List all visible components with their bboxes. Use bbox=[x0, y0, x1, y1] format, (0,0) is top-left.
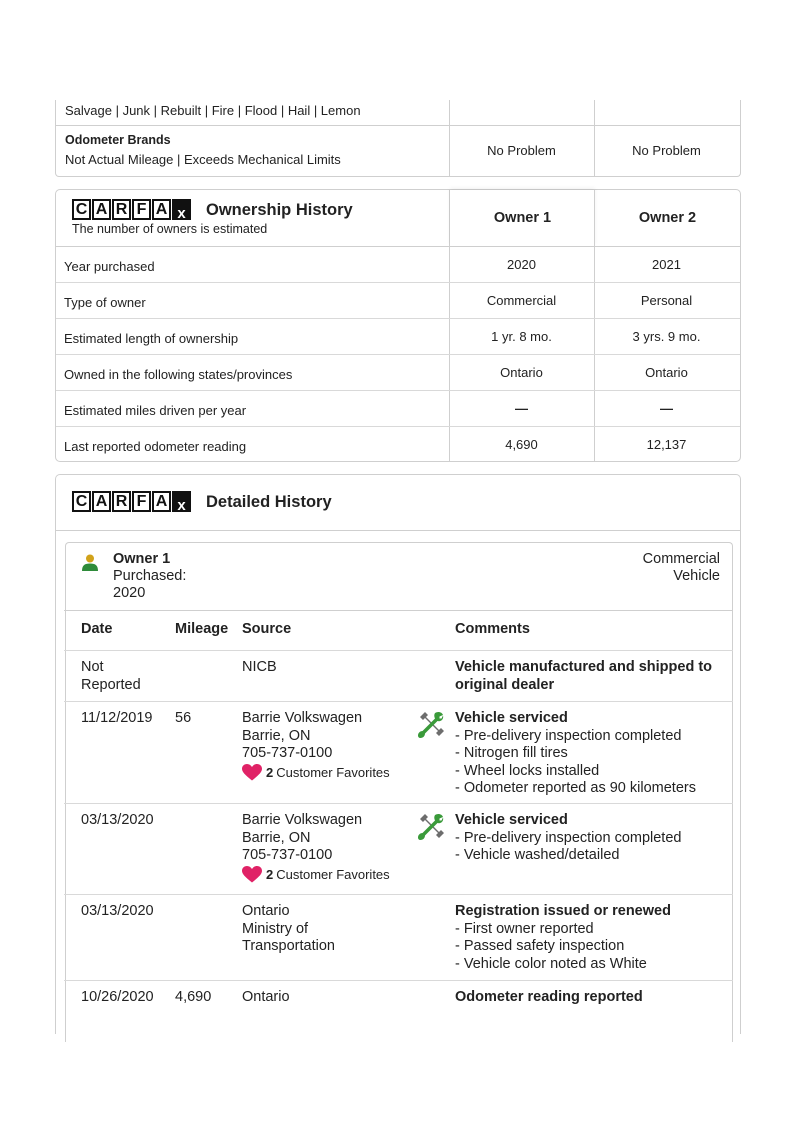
owner1-odometer-status: No Problem bbox=[487, 143, 556, 158]
source-line: Barrie Volkswagen bbox=[242, 710, 363, 726]
record-comments bbox=[455, 903, 671, 973]
ownership-row bbox=[56, 319, 740, 355]
comment-detail: - Odometer reported as 90 kilometers bbox=[455, 780, 696, 796]
comment-title: Registration issued or renewed bbox=[455, 903, 671, 919]
source-line: Transportation bbox=[242, 938, 335, 954]
heart-icon bbox=[242, 764, 262, 781]
favorites-label: Customer Favorites bbox=[276, 764, 390, 780]
owner-name-block bbox=[113, 551, 186, 602]
owner-type bbox=[643, 551, 720, 585]
owner2-value: Ontario bbox=[645, 365, 688, 380]
comment-title: Vehicle serviced bbox=[455, 710, 568, 726]
date-line: Not bbox=[81, 659, 104, 675]
owner2-odometer-status: No Problem bbox=[632, 143, 701, 158]
record-source bbox=[242, 903, 335, 956]
logo-letter: A bbox=[152, 199, 171, 220]
comment-detail: - Pre-delivery inspection completed bbox=[455, 727, 682, 744]
odometer-brands-title: Odometer Brands bbox=[65, 133, 171, 147]
comment-title: original dealer bbox=[455, 676, 555, 693]
customer-favorites bbox=[242, 764, 390, 782]
ownership-title: Ownership History bbox=[206, 201, 353, 219]
logo-letter: x bbox=[172, 491, 191, 512]
row-label: Last reported odometer reading bbox=[64, 439, 247, 454]
owner2-column-header: Owner 2 bbox=[638, 210, 697, 226]
record-date: 11/12/2019 bbox=[81, 710, 153, 726]
source-line: Ontario bbox=[242, 903, 290, 919]
owner-name: Owner 1 bbox=[113, 551, 171, 567]
logo-letter: R bbox=[112, 491, 131, 512]
source-line: NICB bbox=[242, 659, 277, 675]
ownership-row bbox=[56, 427, 740, 463]
logo-letter: A bbox=[152, 491, 171, 512]
source-line: 705-737-0100 bbox=[242, 745, 333, 761]
logo-letter: F bbox=[132, 491, 151, 512]
owner2-value: 3 yrs. 9 mo. bbox=[632, 329, 701, 344]
record-comments bbox=[455, 659, 712, 694]
owner-summary bbox=[66, 543, 732, 611]
date-line: Reported bbox=[81, 676, 141, 693]
history-header-row bbox=[64, 611, 733, 651]
person-icon bbox=[82, 554, 98, 572]
history-record bbox=[64, 981, 733, 1025]
record-source bbox=[242, 989, 290, 1007]
record-comments bbox=[455, 710, 696, 798]
logo-letter: x bbox=[172, 199, 191, 220]
record-date: 10/26/2020 bbox=[81, 989, 154, 1005]
source-line: 705-737-0100 bbox=[242, 847, 333, 863]
logo-letter: A bbox=[92, 199, 111, 220]
comment-detail: - First owner reported bbox=[455, 920, 594, 937]
logo-letter: R bbox=[112, 199, 131, 220]
record-mileage: 56 bbox=[175, 710, 192, 726]
comment-detail: - Passed safety inspection bbox=[455, 938, 625, 954]
mileage-header: Mileage bbox=[175, 621, 229, 637]
comment-title: Odometer reading reported bbox=[455, 989, 643, 1005]
brands-row-salvage bbox=[56, 100, 740, 126]
source-header: Source bbox=[242, 621, 292, 637]
record-source bbox=[242, 710, 390, 781]
ownership-history-card bbox=[55, 189, 741, 462]
owner1-value: 2020 bbox=[507, 257, 536, 272]
history-record bbox=[64, 702, 733, 804]
source-line: Barrie, ON bbox=[242, 829, 311, 846]
record-source bbox=[242, 659, 277, 677]
comment-detail: - Nitrogen fill tires bbox=[455, 745, 568, 761]
owner1-value: — bbox=[515, 401, 528, 416]
row-label: Year purchased bbox=[64, 259, 155, 274]
owner1-value: 1 yr. 8 mo. bbox=[491, 329, 552, 344]
favorites-count: 2 bbox=[266, 866, 274, 882]
service-tools-icon bbox=[417, 711, 445, 739]
detailed-history-card bbox=[55, 474, 741, 1034]
customer-favorites bbox=[242, 866, 390, 884]
history-table bbox=[64, 610, 733, 1025]
service-tools-icon bbox=[417, 813, 445, 841]
ownership-header bbox=[56, 190, 740, 247]
owner-type-line: Vehicle bbox=[673, 568, 720, 584]
owner1-value: Commercial bbox=[486, 293, 557, 308]
brands-list-text: Salvage | Junk | Rebuilt | Fire | Flood | Hail | Lemon bbox=[65, 103, 361, 118]
row-label: Estimated miles driven per year bbox=[64, 403, 247, 418]
date-header: Date bbox=[81, 621, 113, 637]
row-label: Owned in the following states/provinces bbox=[64, 367, 293, 382]
row-label: Type of owner bbox=[64, 295, 146, 310]
brands-row-odometer bbox=[56, 126, 740, 176]
owner2-value: — bbox=[660, 401, 673, 416]
source-line: Ministry of bbox=[242, 920, 309, 937]
comment-detail: - Wheel locks installed bbox=[455, 762, 600, 779]
heart-icon bbox=[242, 866, 262, 883]
odometer-brands-text: Not Actual Mileage | Exceeds Mechanical Limits bbox=[65, 152, 341, 167]
record-date: 03/13/2020 bbox=[81, 903, 154, 919]
history-record bbox=[64, 651, 733, 702]
owner2-value: Personal bbox=[640, 293, 693, 308]
source-line: Barrie Volkswagen bbox=[242, 812, 363, 828]
record-mileage: 4,690 bbox=[175, 989, 212, 1005]
detailed-header bbox=[56, 475, 740, 531]
comments-header: Comments bbox=[455, 621, 530, 637]
source-line: Ontario bbox=[242, 989, 290, 1005]
ownership-row bbox=[56, 247, 740, 283]
purchased-label: Purchased: bbox=[113, 568, 187, 584]
owner-type-line: Commercial bbox=[642, 551, 720, 567]
comment-detail: - Vehicle color noted as White bbox=[455, 955, 647, 972]
favorites-label: Customer Favorites bbox=[276, 866, 390, 882]
record-comments bbox=[455, 989, 643, 1007]
purchased-year: 2020 bbox=[113, 585, 146, 601]
owner1-history-section bbox=[65, 542, 733, 1042]
record-date bbox=[81, 659, 141, 694]
record-date: 03/13/2020 bbox=[81, 812, 154, 828]
logo-letter: C bbox=[72, 199, 91, 220]
record-source bbox=[242, 812, 390, 883]
ownership-subtitle: The number of owners is estimated bbox=[72, 222, 268, 236]
owner1-value: Ontario bbox=[500, 365, 543, 380]
logo-letter: A bbox=[92, 491, 111, 512]
favorites-count: 2 bbox=[266, 764, 274, 780]
record-comments bbox=[455, 812, 681, 865]
carfax-logo bbox=[72, 491, 192, 512]
ownership-row bbox=[56, 283, 740, 319]
title-brands-table bbox=[55, 100, 741, 177]
history-record bbox=[64, 895, 733, 981]
source-line: Barrie, ON bbox=[242, 727, 311, 744]
logo-letter: F bbox=[132, 199, 151, 220]
comment-title: Vehicle manufactured and shipped to bbox=[455, 659, 713, 675]
ownership-row bbox=[56, 355, 740, 391]
carfax-logo bbox=[72, 199, 192, 220]
history-record bbox=[64, 804, 733, 895]
owner1-value: 4,690 bbox=[505, 437, 538, 452]
logo-letter: C bbox=[72, 491, 91, 512]
owner1-column-header: Owner 1 bbox=[450, 190, 595, 246]
comment-detail: - Pre-delivery inspection completed bbox=[455, 829, 682, 846]
comment-title: Vehicle serviced bbox=[455, 812, 568, 828]
comment-detail: - Vehicle washed/detailed bbox=[455, 847, 620, 863]
owner2-value: 12,137 bbox=[646, 437, 687, 452]
ownership-row bbox=[56, 391, 740, 427]
detailed-title: Detailed History bbox=[206, 493, 332, 511]
owner2-value: 2021 bbox=[652, 257, 681, 272]
row-label: Estimated length of ownership bbox=[64, 331, 239, 346]
